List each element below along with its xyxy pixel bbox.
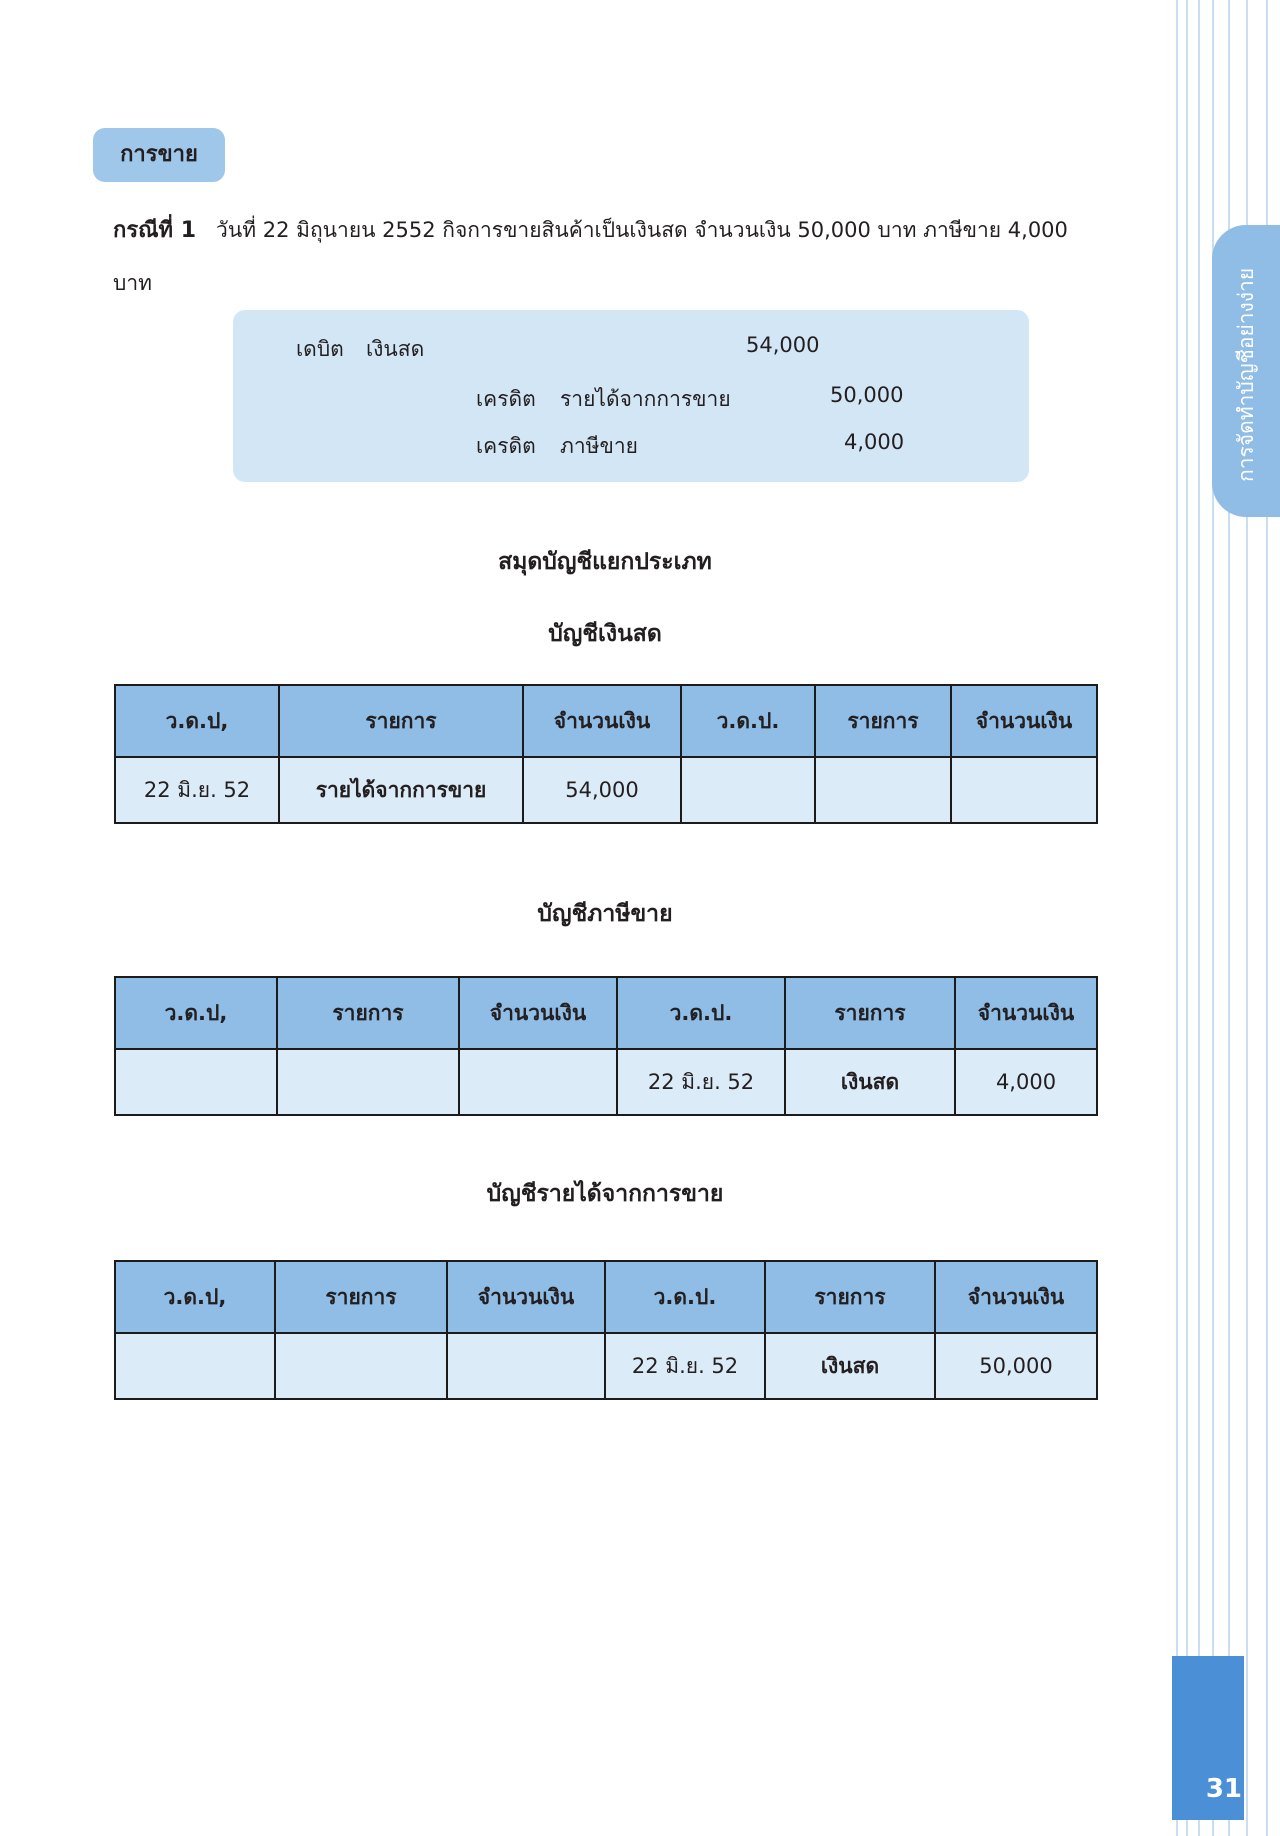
debit-account: เงินสด <box>366 337 425 361</box>
table-row <box>115 1049 1097 1115</box>
cell-date <box>115 1049 277 1115</box>
cell-amount <box>951 757 1097 823</box>
col-header-date: ว.ด.ป. <box>617 977 785 1049</box>
ledger-table-sales-revenue <box>114 1260 1098 1400</box>
cell-amount <box>459 1049 617 1115</box>
col-header-description: รายการ <box>765 1261 935 1333</box>
col-header-amount: จำนวนเงิน <box>523 685 681 757</box>
ledger-title: สมุดบัญชีแยกประเภท <box>498 549 712 575</box>
cell-description <box>277 1049 459 1115</box>
col-header-amount: จำนวนเงิน <box>447 1261 605 1333</box>
debit-label: เดบิต <box>296 337 344 361</box>
credit-label: เครดิต <box>476 434 536 458</box>
cell-description: รายได้จากการขาย <box>279 757 523 823</box>
col-header-date: ว.ด.ป, <box>115 685 279 757</box>
table-row <box>115 1333 1097 1399</box>
credit-account: ภาษีขาย <box>560 434 638 458</box>
credit-label: เครดิต <box>476 387 536 411</box>
col-header-date: ว.ด.ป. <box>681 685 815 757</box>
cell-amount: 50,000 <box>935 1333 1097 1399</box>
ledger-table-sales-tax <box>114 976 1098 1116</box>
page-number: 31 <box>1205 1774 1242 1804</box>
cell-description: เงินสด <box>765 1333 935 1399</box>
account-title-sales-revenue: บัญชีรายได้จากการขาย <box>486 1181 724 1207</box>
col-header-amount: จำนวนเงิน <box>951 685 1097 757</box>
case-description <box>113 204 1093 309</box>
account-title-cash: บัญชีเงินสด <box>548 621 662 647</box>
table-row <box>115 757 1097 823</box>
ledger-table-cash <box>114 684 1098 824</box>
table-header-row <box>115 685 1097 757</box>
cell-date: 22 มิ.ย. 52 <box>605 1333 765 1399</box>
table-header-row <box>115 1261 1097 1333</box>
debit-amount: 54,000 <box>746 333 820 357</box>
col-header-amount: จำนวนเงิน <box>955 977 1097 1049</box>
col-header-description: รายการ <box>815 685 951 757</box>
col-header-date: ว.ด.ป, <box>115 1261 275 1333</box>
col-header-description: รายการ <box>785 977 955 1049</box>
cell-date: 22 มิ.ย. 52 <box>115 757 279 823</box>
cell-date <box>115 1333 275 1399</box>
cell-description <box>815 757 951 823</box>
col-header-description: รายการ <box>279 685 523 757</box>
side-tab-label: การจัดทำบัญชีอย่างง่าย <box>1234 267 1258 482</box>
col-header-date: ว.ด.ป, <box>115 977 277 1049</box>
col-header-date: ว.ด.ป. <box>605 1261 765 1333</box>
cell-date <box>681 757 815 823</box>
col-header-description: รายการ <box>275 1261 447 1333</box>
cell-description: เงินสด <box>785 1049 955 1115</box>
cell-description <box>275 1333 447 1399</box>
credit-account: รายได้จากการขาย <box>560 387 731 411</box>
credit-amount: 50,000 <box>830 383 904 407</box>
col-header-amount: จำนวนเงิน <box>935 1261 1097 1333</box>
cell-amount <box>447 1333 605 1399</box>
case-text: วันที่ 22 มิถุนายน 2552 กิจการขายสินค้าเป็นเงินสด จำนวนเงิน 50,000 บาท ภาษีขาย 4,000 บาท <box>113 218 1068 295</box>
case-label: กรณีที่ 1 <box>113 218 197 243</box>
account-title-sales-tax: บัญชีภาษีขาย <box>537 901 673 927</box>
col-header-amount: จำนวนเงิน <box>459 977 617 1049</box>
cell-amount: 4,000 <box>955 1049 1097 1115</box>
credit-amount: 4,000 <box>844 430 905 454</box>
col-header-description: รายการ <box>277 977 459 1049</box>
table-header-row <box>115 977 1097 1049</box>
cell-date: 22 มิ.ย. 52 <box>617 1049 785 1115</box>
cell-amount: 54,000 <box>523 757 681 823</box>
section-title: การขาย <box>93 128 225 182</box>
